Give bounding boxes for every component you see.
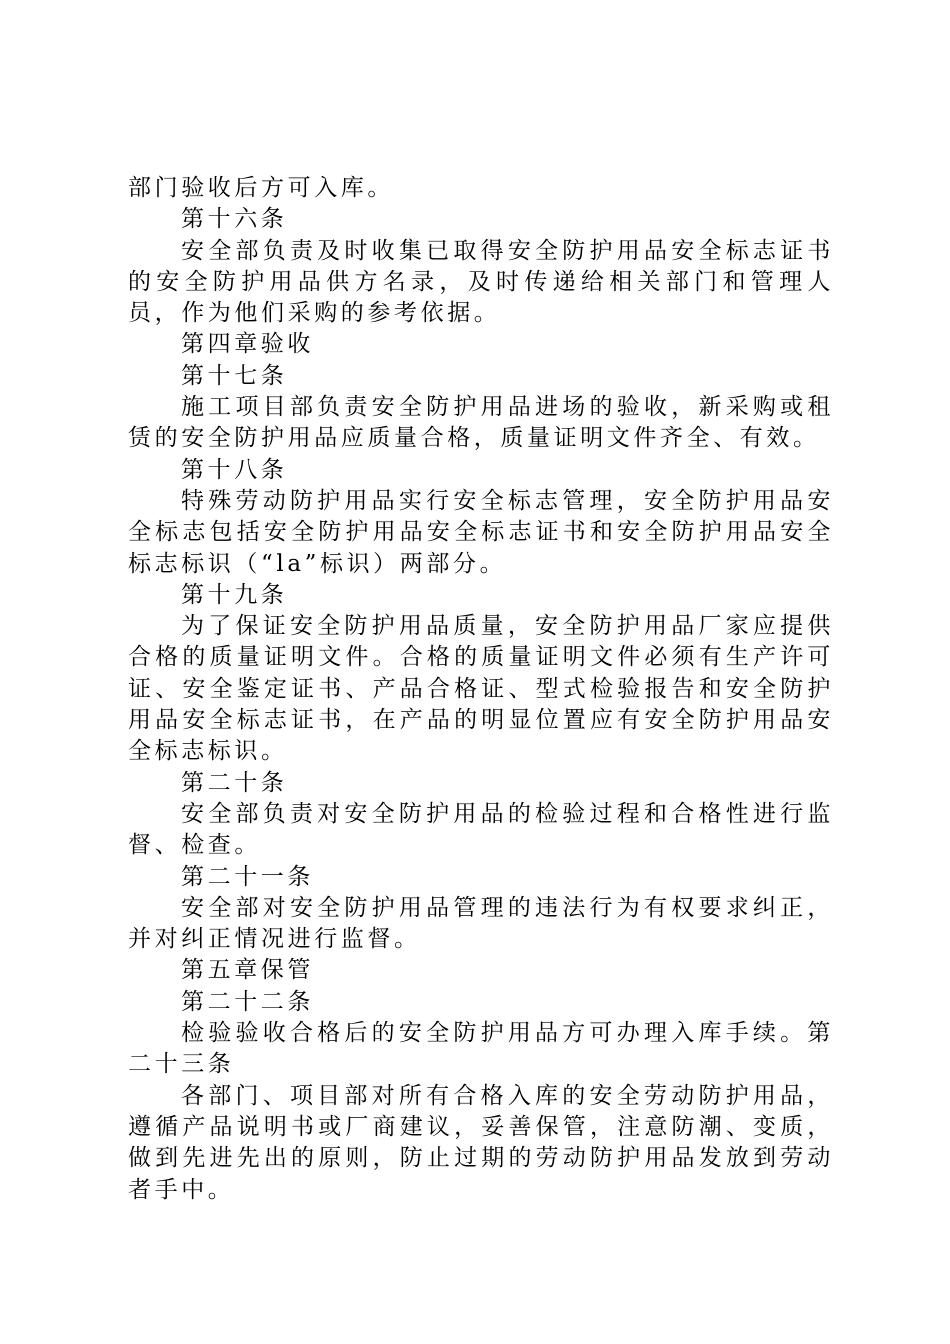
article-body-23: 各部门、项目部对所有合格入库的安全劳动防护用品，遵循产品说明书或厂商建议，妥善保管，注意防潮、变质，做到先进先出的原则，防止过期的劳动防护用品发放到劳动者手中。 bbox=[128, 1082, 834, 1203]
chapter-heading-4: 第四章验收 bbox=[181, 331, 314, 358]
article-body-22: 检验验收合格后的安全防护用品方可办理入库手续。第二十三条 bbox=[128, 1020, 834, 1078]
article-body-17: 施工项目部负责安全防护用品进场的验收，新采购或租赁的安全防护用品应质量合格，质量证明文件齐全、有效。 bbox=[128, 394, 834, 452]
article-heading-17: 第十七条 bbox=[181, 362, 288, 389]
article-body-18: 特殊劳动防护用品实行安全标志管理，安全防护用品安全标志包括安全防护用品安全标志证书和安全防护用品安全标志标识（“la”标识）两部分。 bbox=[128, 487, 834, 577]
article-heading-22: 第二十二条 bbox=[181, 988, 314, 1015]
article-body-16: 安全部负责及时收集已取得安全防护用品安全标志证书的安全防护用品供方名录，及时传递给相关部门和管理人员，作为他们采购的参考依据。 bbox=[128, 237, 834, 327]
article-heading-18: 第十八条 bbox=[181, 456, 288, 483]
document-body bbox=[128, 173, 834, 1206]
chapter-heading-5: 第五章保管 bbox=[181, 957, 314, 984]
article-body-20: 安全部负责对安全防护用品的检验过程和合格性进行监督、检查。 bbox=[128, 800, 834, 859]
paragraph-continuation: 部门验收后方可入库。 bbox=[128, 175, 394, 201]
article-heading-19: 第十九条 bbox=[181, 581, 288, 608]
article-heading-20: 第二十条 bbox=[181, 769, 288, 796]
article-body-19: 为了保证安全防护用品质量，安全防护用品厂家应提供合格的质量证明文件。合格的质量证明文件必须有生产许可证、安全鉴定证书、产品合格证、型式检验报告和安全防护用品安全标志证书，在产品的明显位置应有安全防护用品安全标志标识。 bbox=[128, 613, 834, 765]
article-heading-21: 第二十一条 bbox=[181, 863, 314, 890]
article-body-21: 安全部对安全防护用品管理的违法行为有权要求纠正，并对纠正情况进行监督。 bbox=[128, 894, 834, 953]
article-heading-16: 第十六条 bbox=[181, 206, 288, 233]
